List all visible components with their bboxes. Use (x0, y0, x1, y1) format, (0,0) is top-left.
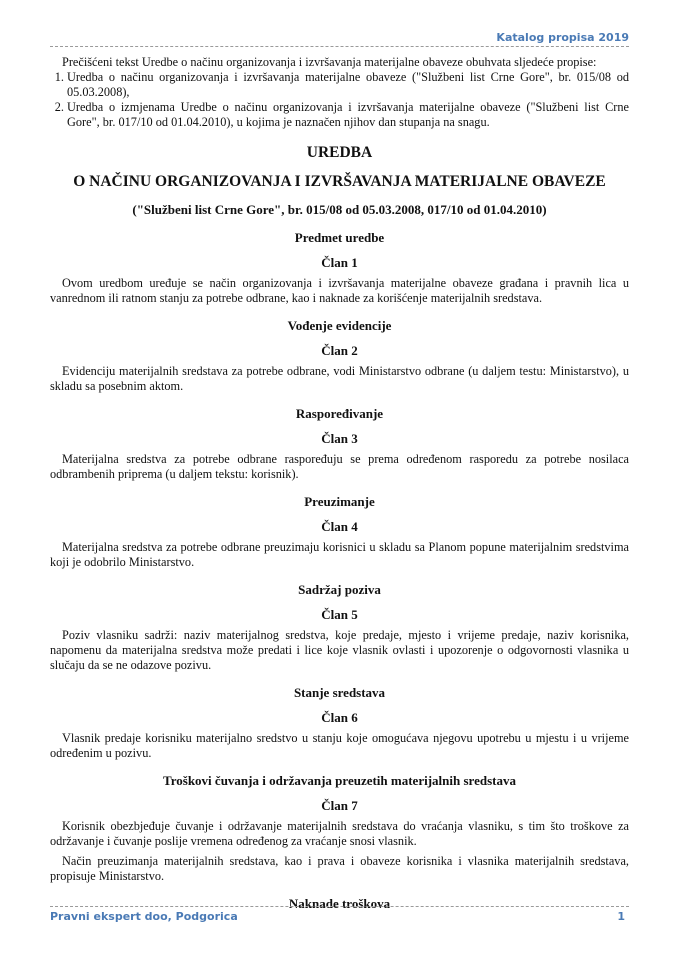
article-paragraph: Vlasnik predaje korisniku materijalno sredstvo u stanju koje omogućava njegovu upotrebu u mjestu i u vrijeme određenim u pozivu. (50, 731, 629, 760)
intro-item-text: Uredba o načinu organizovanja i izvršavanja materijalne obaveze ("Službeni list Crne Gore", br. 015/08 od 05.03.2008), (67, 70, 629, 99)
article-paragraph: Materijalna sredstva za potrebe odbrane raspoređuju se prema određenom rasporedu za potrebe nosilaca odbrambenih priprema (u daljem tekstu: korisnik). (50, 452, 629, 481)
article-number: Član 2 (321, 343, 358, 358)
page-number: 1 (617, 910, 625, 923)
article-heading: Sadržaj poziva (298, 582, 381, 597)
article-heading: Troškovi čuvanja i održavanja preuzetih materijalnih sredstava (163, 773, 516, 788)
article-heading: Predmet uredbe (294, 230, 385, 245)
page-header (50, 32, 629, 47)
document-title: UREDBA (306, 144, 373, 161)
article-heading: Stanje sredstava (293, 685, 386, 700)
document-subtitle: O NAČINU ORGANIZOVANJA I IZVRŠAVANJA MATERIJALNE OBAVEZE (73, 173, 606, 190)
article-heading: Naknade troškova (288, 896, 391, 911)
page-footer (50, 906, 629, 921)
intro-item-number: 1. (54, 70, 64, 84)
article-paragraph: Ovom uredbom uređuje se način organizovanja i izvršavanja materijalne obaveze građana i pravnih lica u vanrednom ili ratnom stanju za potrebe odbrane, kao i naknade za korišćenje materijalnih sredstava. (50, 276, 629, 305)
catalog-label: Katalog propisa 2019 (496, 31, 629, 44)
article-paragraph: Evidenciju materijalnih sredstava za potrebe odbrane, vodi Ministarstvo odbrane (u daljem testu: Ministarstvo), u skladu sa posebnim aktom. (50, 364, 629, 393)
article-number: Član 3 (321, 431, 358, 446)
article-number: Član 1 (321, 255, 358, 270)
document-body (50, 55, 629, 912)
intro-item (50, 70, 629, 100)
gazette-reference: ("Službeni list Crne Gore", br. 015/08 od 05.03.2008, 017/10 od 01.04.2010) (132, 202, 547, 217)
article-paragraph: Korisnik obezbjeđuje čuvanje i održavanje materijalnih sredstava do vraćanja vlasniku, s tim što troškove za održavanje i čuvanje poslije vremena određenog za vraćanje snosi vlasnik. (50, 819, 629, 848)
intro-list (50, 70, 629, 130)
article-paragraph: Poziv vlasniku sadrži: naziv materijalnog sredstva, koje predaje, mjesto i vrijeme predaje, naziv korisnika, napomenu da materijalna sredstva može predati i lice koje vlasnik ovlasti i upozorenje o odgovornosti vlasnika u slučaju da se ne odazove pozivu. (50, 628, 629, 672)
article-heading: Vođenje evidencije (287, 318, 392, 333)
intro-item-text: Uredba o izmjenama Uredbe o načinu organizovanja i izvršavanja materijalne obaveze ("Službeni list Crne Gore", br. 017/10 od 01.04.2010), u kojima je naznačen njihov dan stupanja na snagu. (67, 100, 629, 129)
intro-item (50, 100, 629, 130)
article-heading: Preuzimanje (304, 494, 375, 509)
intro-item-number: 2. (54, 100, 64, 114)
article-paragraph: Materijalna sredstva za potrebe odbrane preuzimaju korisnici u skladu sa Planom popune materijalnim sredstvima koji je odobrilo Ministarstvo. (50, 540, 629, 569)
article-number: Član 6 (321, 710, 358, 725)
article-heading: Raspoređivanje (295, 406, 384, 421)
article-number: Član 5 (321, 607, 358, 622)
article-number: Član 7 (321, 798, 358, 813)
article-paragraph: Način preuzimanja materijalnih sredstava, kao i prava i obaveze korisnika i vlasnika materijalnih sredstava, propisuje Ministarstvo. (50, 854, 629, 883)
intro-lead: Prečišćeni tekst Uredbe o načinu organizovanja i izvršavanja materijalne obaveze obuhvata sljedeće propise: (62, 55, 597, 69)
publisher-label: Pravni ekspert doo, Podgorica (50, 910, 238, 923)
article-number: Član 4 (321, 519, 358, 534)
